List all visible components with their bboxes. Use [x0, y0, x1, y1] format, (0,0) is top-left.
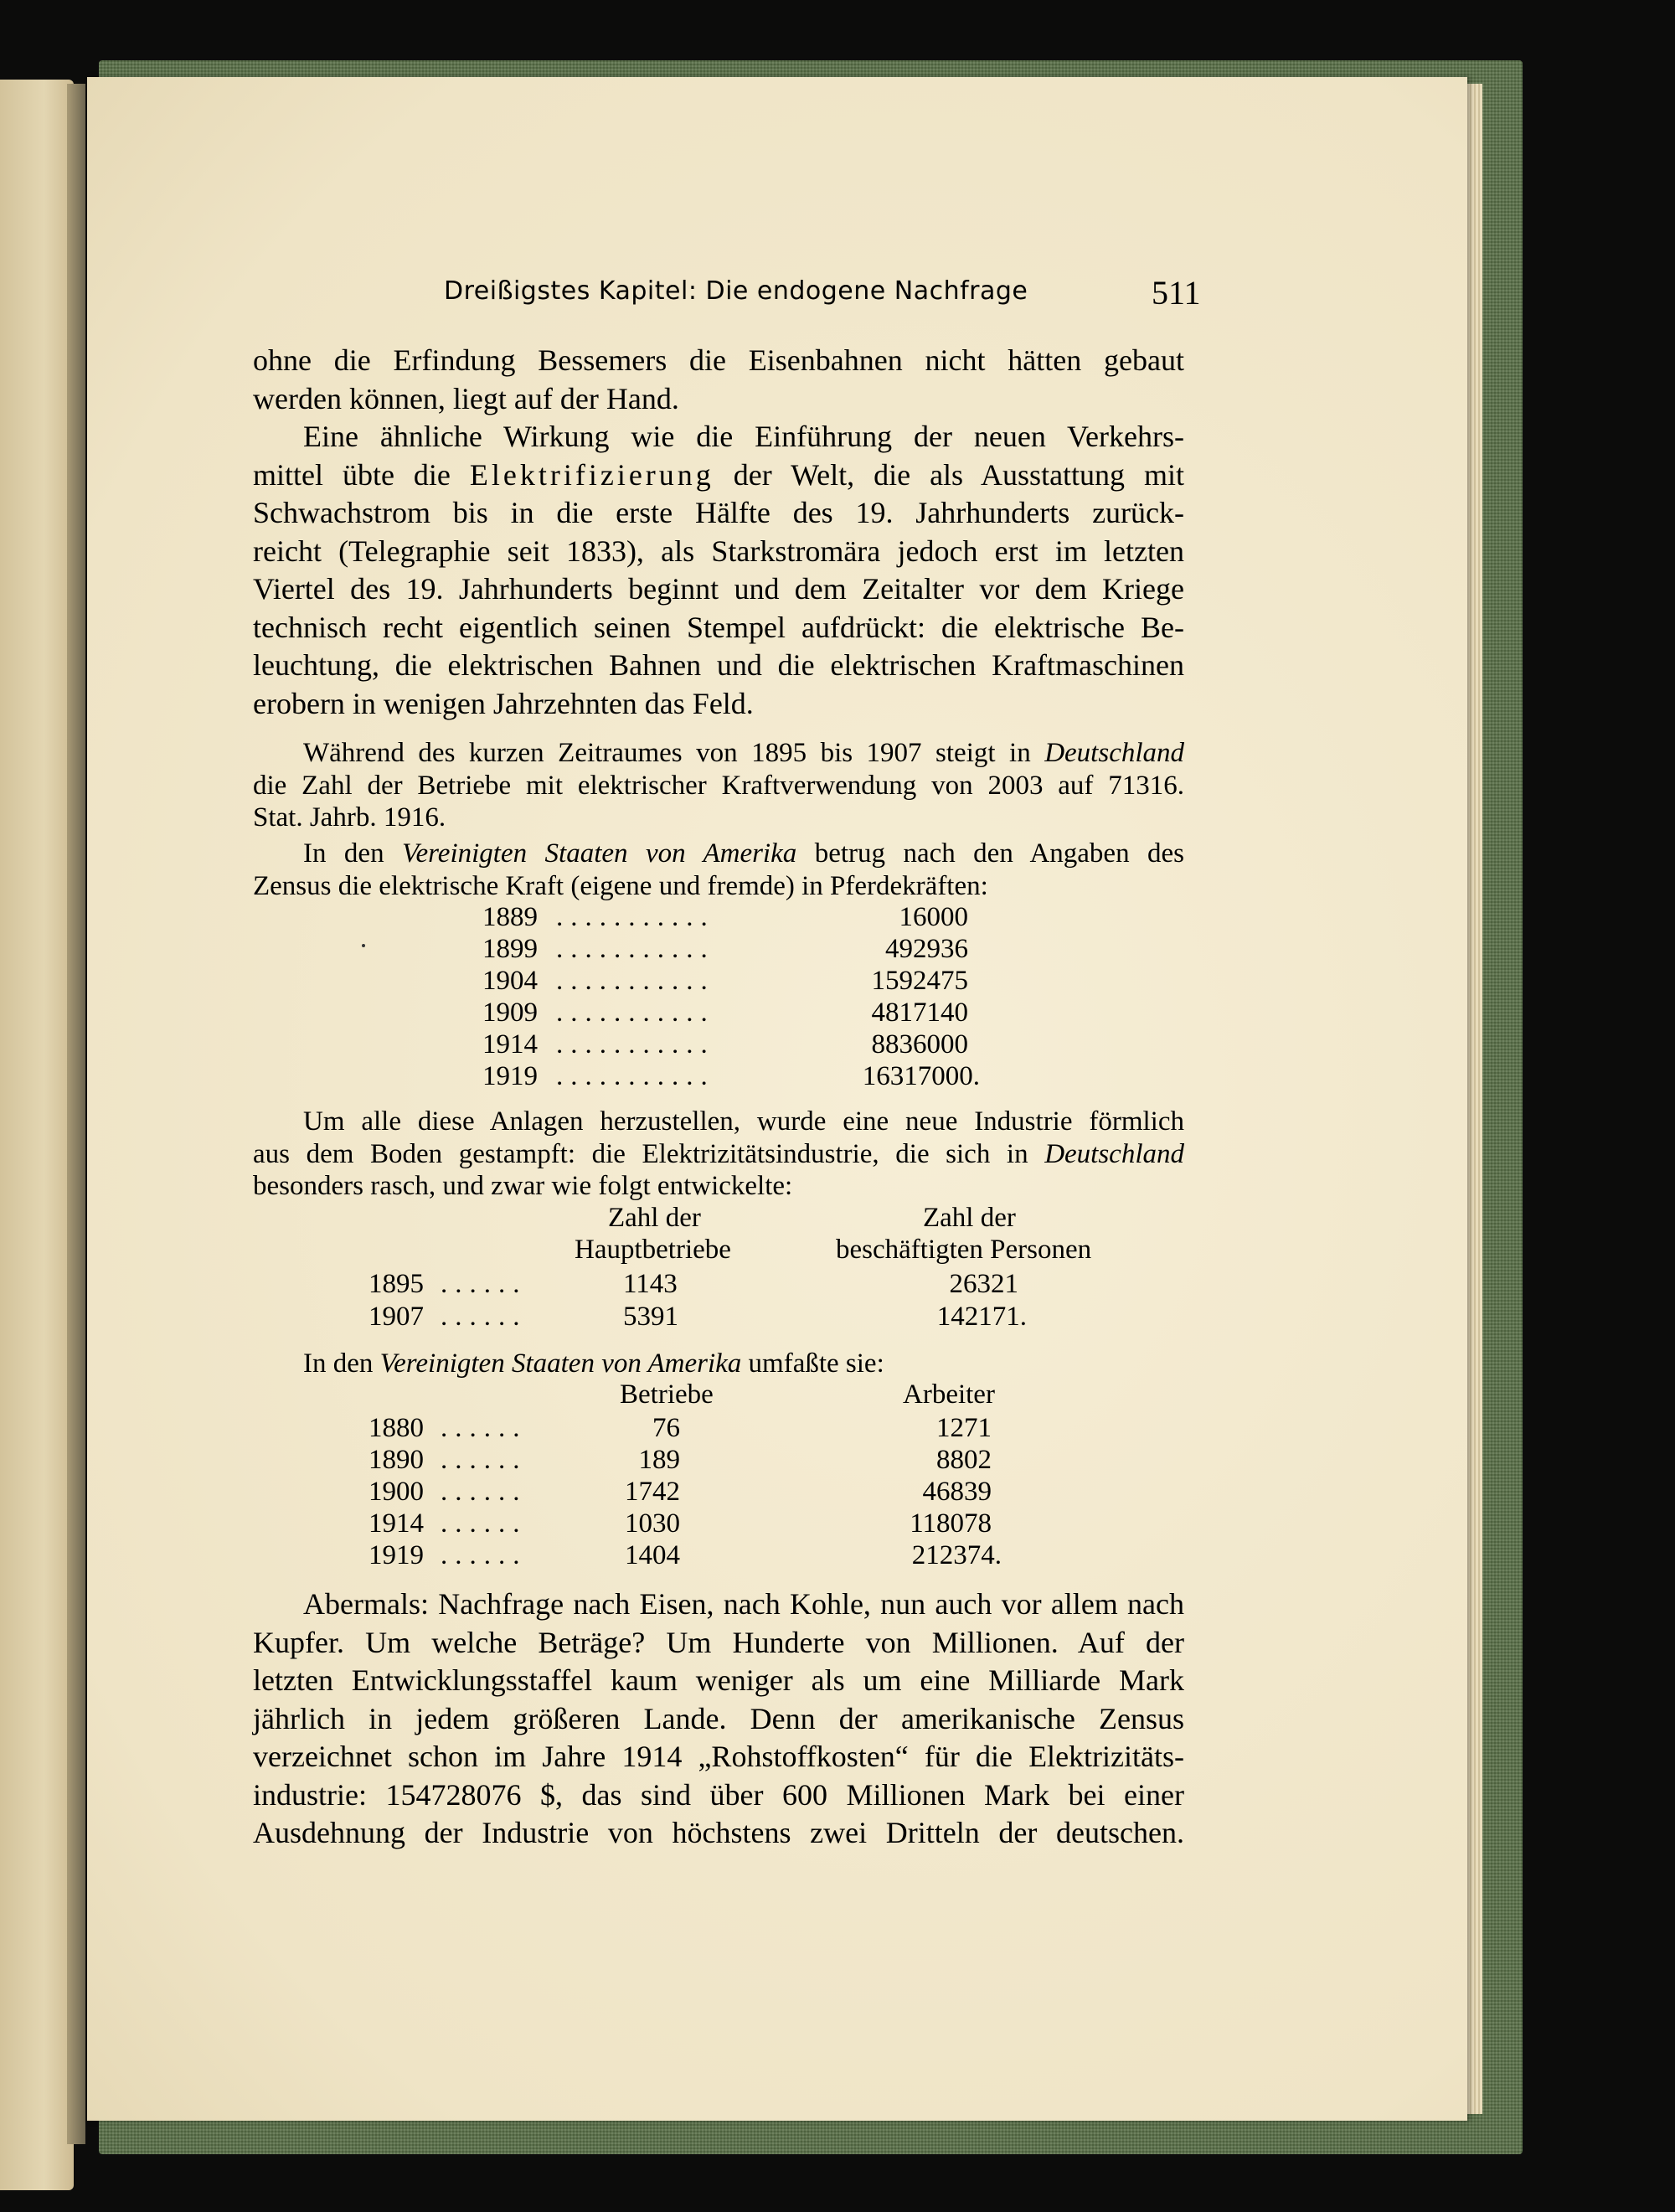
emphasis-spaced: Elektrifizierung [469, 457, 714, 492]
text-line: mittel übte die Elektrifizierung der Welt, die als Ausstattung mit [253, 457, 1185, 492]
text-line: Eine ähnliche Wirkung wie die Einführung der neuen Verkehrs- [303, 420, 1184, 453]
paragraph-1 [253, 342, 1184, 418]
text-line: In den Vereinigten Staaten von Amerika umfaßte sie: [303, 1348, 884, 1379]
text-line: Schwachstrom bis in die erste Hälfte des 19. Jahrhunderts zurück- [253, 496, 1184, 529]
paragraph-2 [253, 418, 1184, 723]
text-line: letzten Entwicklungsstaffel kaum weniger als um eine Milliarde Mark [253, 1663, 1184, 1697]
text-line: Abermals: Nachfrage nach Eisen, nach Kohle, nun auch vor allem nach [303, 1587, 1184, 1621]
emphasis-italic: Vereinigten Staaten von Amerika [402, 838, 797, 869]
text-line: reicht (Telegraphie seit 1833), als Starkstromära jedoch erst im letzten [253, 534, 1184, 568]
column-header: Zahl der [608, 1203, 701, 1233]
column-header: Hauptbetriebe [575, 1235, 731, 1265]
emphasis-italic: Deutschland [1044, 1138, 1184, 1169]
note-3 [253, 1106, 1184, 1203]
note-4 [253, 1348, 1184, 1380]
note-2 [253, 838, 1184, 902]
text-line: leuchtung, die elektrischen Bahnen und die elektrischen Kraftmaschinen [253, 648, 1184, 682]
column-header: Zahl der [923, 1203, 1016, 1233]
emphasis-italic: Deutschland [1044, 738, 1185, 768]
text-line: jährlich in jedem größeren Lande. Denn der amerikanische Zensus [253, 1701, 1184, 1735]
column-header: beschäftigten Personen [836, 1235, 1092, 1265]
text-line: In den Vereinigten Staaten von Amerika betrug nach den Angaben des [303, 838, 1185, 869]
text-line: erobern in wenigen Jahrzehnten das Feld. [253, 686, 754, 720]
text-line: Während des kurzen Zeitraumes von 1895 bis 1907 steigt in Deutschland [303, 738, 1185, 768]
text-line: besonders rasch, und zwar wie folgt entwickelte: [253, 1171, 793, 1201]
text-line: Kupfer. Um welche Beträge? Um Hunderte von Millionen. Auf der [253, 1625, 1184, 1659]
text-line: werden können, liegt auf der Hand. [253, 381, 679, 415]
text-line: verzeichnet schon im Jahre 1914 „Rohstoffkosten“ für die Elektrizitäts- [253, 1740, 1184, 1773]
column-header: Arbeiter [903, 1379, 995, 1410]
running-head: Dreißigstes Kapitel: Die endogene Nachfrage [444, 276, 1028, 306]
text-line: ohne die Erfindung Bessemers die Eisenbahnen nicht hätten gebaut [253, 343, 1184, 377]
left-page-edge [0, 80, 74, 2190]
text-line: Um alle diese Anlagen herzustellen, wurde eine neue Industrie förmlich [303, 1106, 1184, 1137]
column-header: Betriebe [620, 1379, 714, 1410]
text-line: Stat. Jahrb. 1916. [253, 802, 446, 833]
text-line: Ausdehnung der Industrie von höchstens zwei Dritteln der deutschen. [253, 1816, 1184, 1849]
page-number: 511 [1152, 274, 1201, 312]
text-line: industrie: 154728076 $, das sind über 600 Millionen Mark bei einer [253, 1777, 1184, 1812]
text-line: aus dem Boden gestampft: die Elektrizitätsindustrie, die sich in Deutschland [253, 1138, 1184, 1169]
paragraph-3 [253, 1586, 1184, 1853]
emphasis-italic: Vereinigten Staaten von Amerika [379, 1348, 742, 1379]
text-line: technisch recht eigentlich seinen Stempel aufdrückt: die elektrische Be- [253, 610, 1184, 644]
text-line: Zensus die elektrische Kraft (eigene und fremde) in Pferdekräften: [253, 870, 988, 901]
page-block-edge [1467, 84, 1482, 2114]
print-speck [362, 944, 365, 947]
note-1 [253, 737, 1184, 834]
text-line: Viertel des 19. Jahrhunderts beginnt und dem Zeitalter vor dem Kriege [253, 572, 1184, 606]
book-gutter [67, 84, 85, 2144]
text-line: die Zahl der Betriebe mit elektrischer Kraftverwendung von 2003 auf 71316. [253, 770, 1184, 801]
